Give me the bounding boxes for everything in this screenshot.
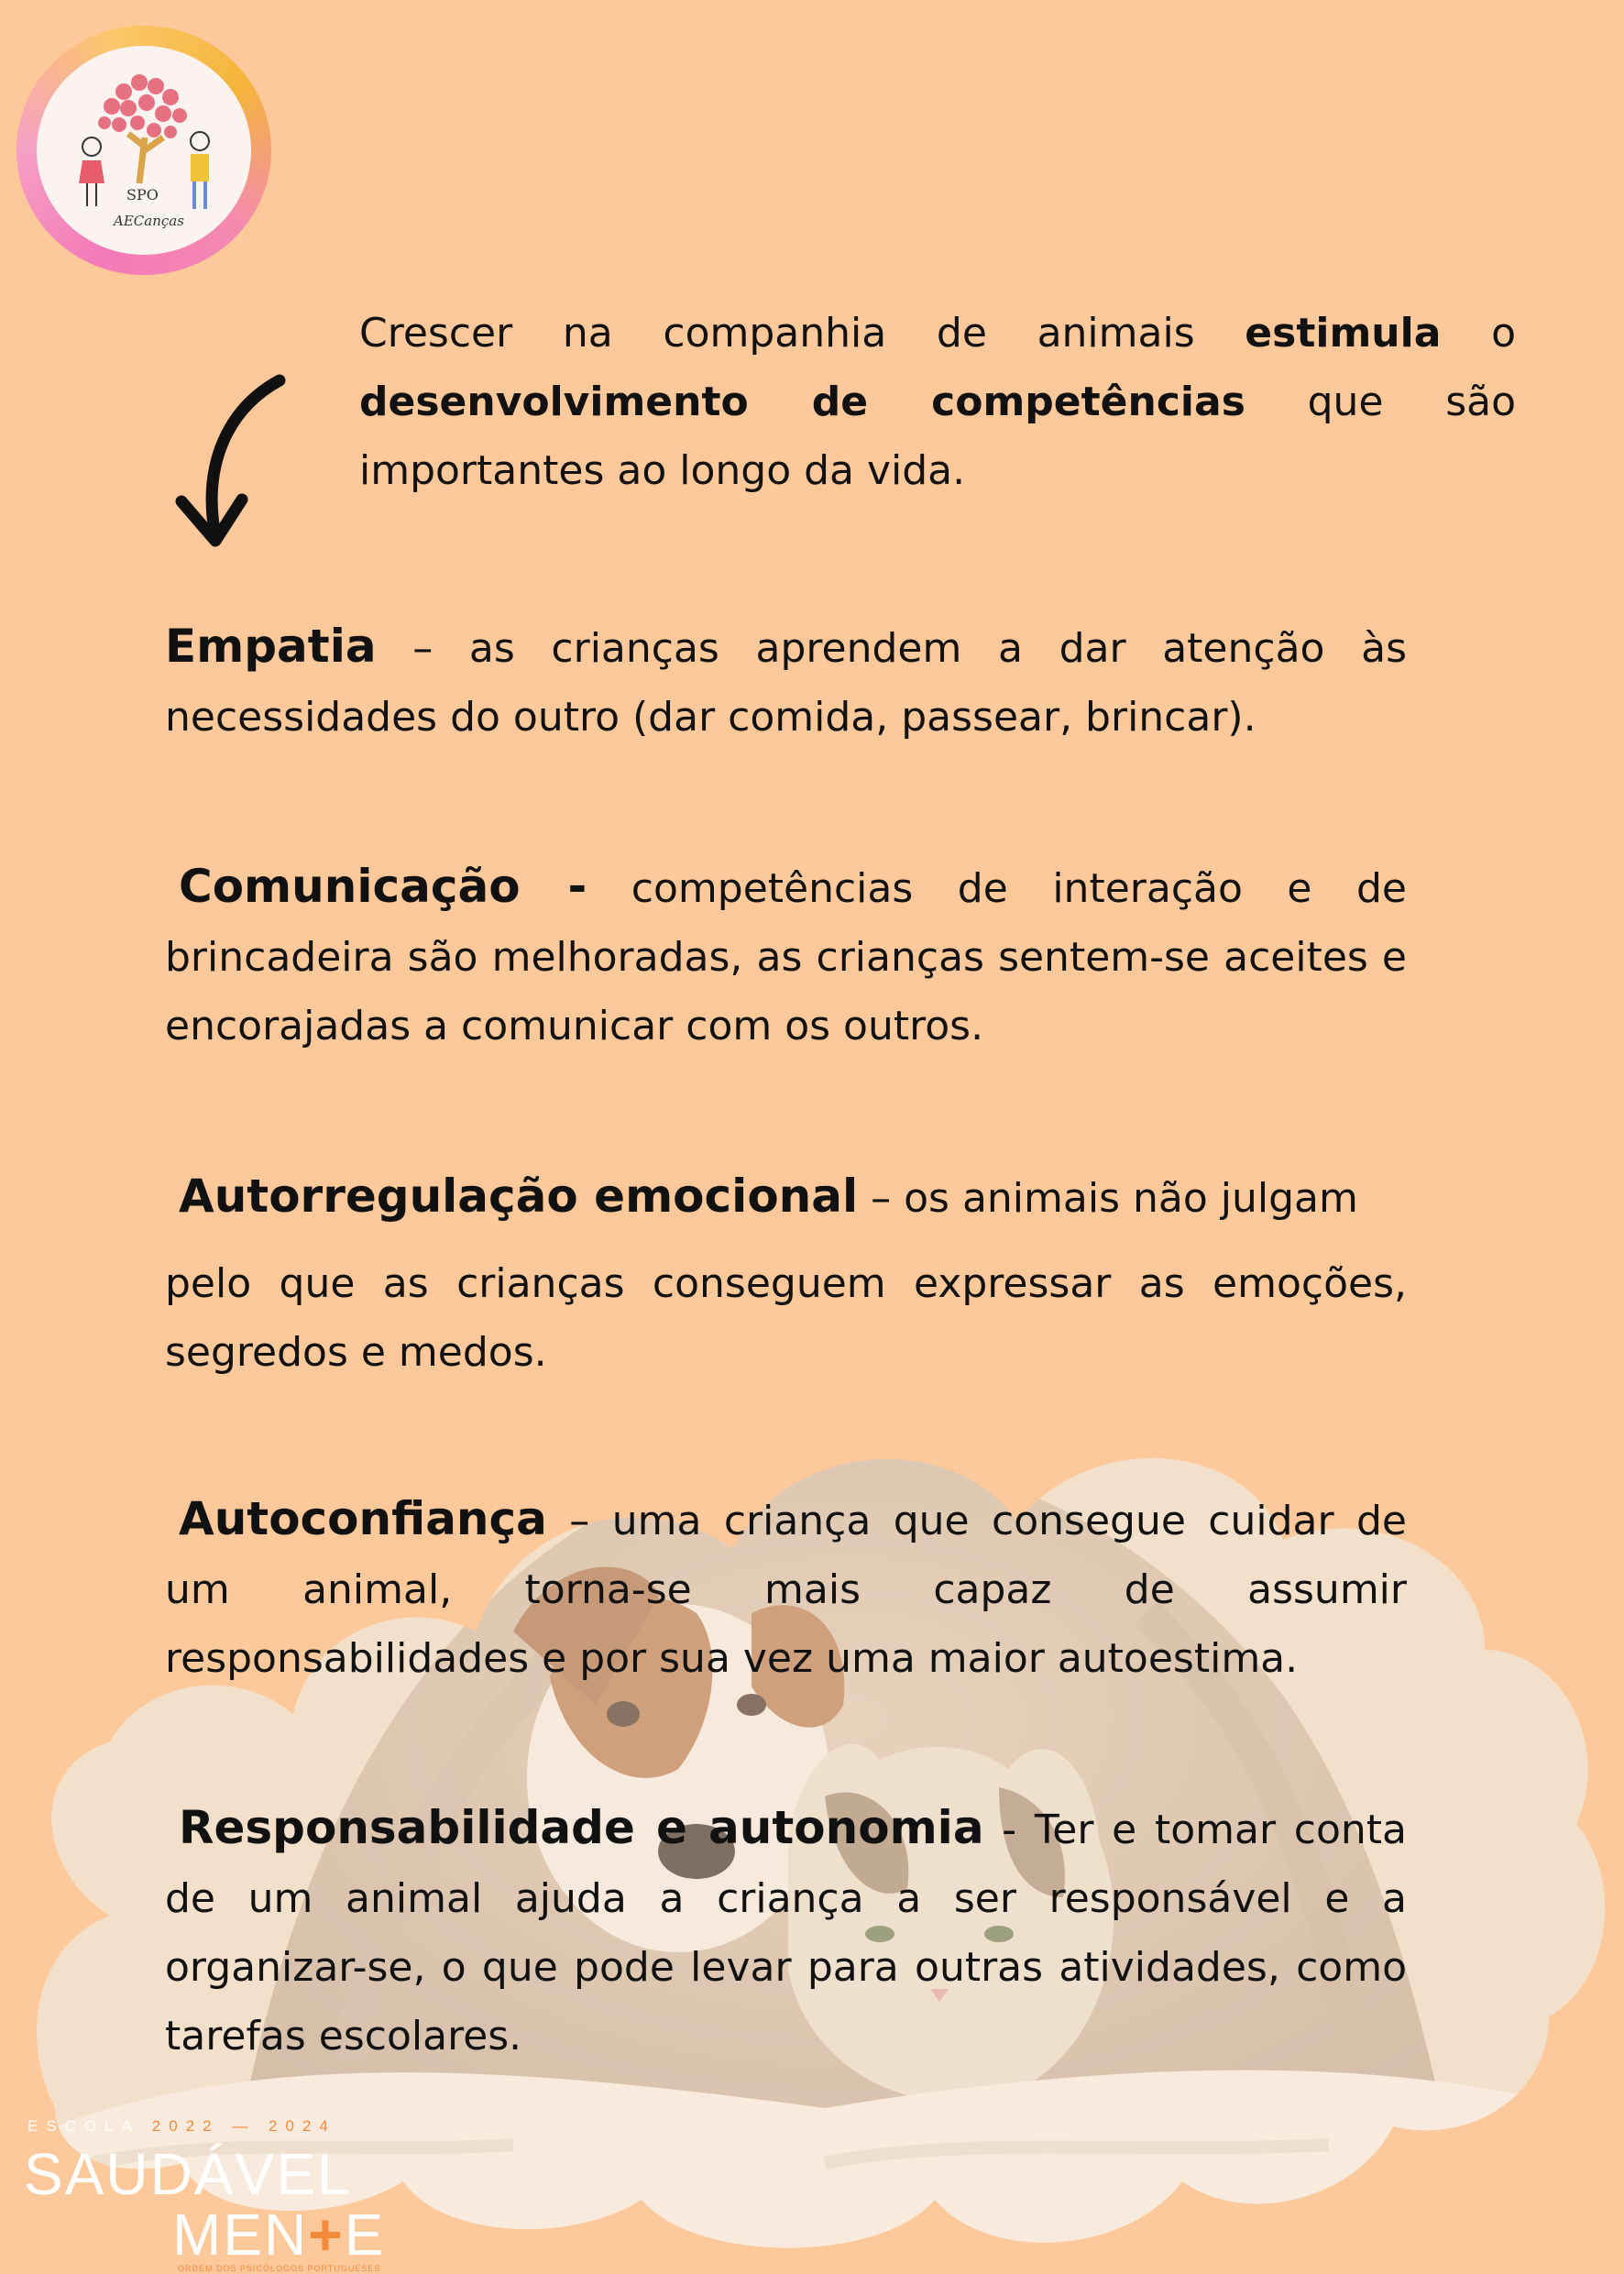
intro-text: o xyxy=(1441,310,1516,357)
intro-bold-text: estimula xyxy=(1245,310,1442,357)
item-text: – os animais não julgam xyxy=(858,1175,1358,1222)
item-text: - Ter e tomar conta de um animal ajuda a criança a ser responsável e a organizar-se, o que pode levar para outras atividades, como tarefas escolares. xyxy=(165,1807,1407,2060)
intro-paragraph xyxy=(359,299,1516,505)
item-title: Responsabilidade e autonomia xyxy=(179,1801,984,1854)
logo-main-word: SAUDÁVEL xyxy=(24,2141,352,2207)
item-title: Autoconfiança xyxy=(179,1492,547,1545)
item-text: pelo que as crianças conseguem expressar as emoções, segredos e medos. xyxy=(165,1260,1407,1376)
intro-text: que são importantes ao longo da vida. xyxy=(359,379,1516,494)
intro-bold-text: desenvolvimento de competências xyxy=(359,379,1245,425)
school-logo xyxy=(16,26,271,275)
item-empatia xyxy=(165,612,1407,752)
logo-top-line xyxy=(27,2117,336,2136)
intro-text: Crescer na companhia de animais xyxy=(359,310,1245,357)
item-comunicacao xyxy=(165,852,1407,1060)
svg-text:AECanças: AECanças xyxy=(114,213,184,229)
item-text: – uma criança que consegue cuidar de um animal, torna-se mais capaz de assumir responsabilidades e por sua vez uma maior autoestima. xyxy=(165,1498,1407,1682)
logo-mente-word xyxy=(172,2202,386,2268)
item-autorregulacao xyxy=(165,1162,1407,1387)
logo-subtitle: ORDEM DOS PSICÓLOGOS PORTUGUESES xyxy=(178,2264,381,2273)
logo-years: 2022 — 2024 xyxy=(151,2117,336,2135)
item-title: Autorregulação emocional xyxy=(179,1170,859,1223)
item-autoconfianca xyxy=(165,1485,1407,1693)
logo-mente-part: E xyxy=(344,2202,386,2268)
svg-text:SPO: SPO xyxy=(126,186,159,203)
item-title: Empatia xyxy=(165,620,377,673)
logo-plus: + xyxy=(308,2202,345,2268)
logo-mente-part: MEN xyxy=(172,2202,309,2268)
item-title: Comunicação - xyxy=(179,860,587,913)
item-responsabilidade xyxy=(165,1794,1407,2071)
item-text: competências de interação e de brincadeira são melhoradas, as crianças sentem-se aceites e encorajadas a comunicar com os outros. xyxy=(165,865,1407,1049)
item-text: – as crianças aprendem a dar atenção às necessidades do outro (dar comida, passear, brincar). xyxy=(165,625,1407,741)
curved-arrow-icon xyxy=(165,362,302,564)
logo-top-word: ESCOLA xyxy=(27,2117,140,2135)
saudavel-mente-logo xyxy=(24,2117,409,2273)
